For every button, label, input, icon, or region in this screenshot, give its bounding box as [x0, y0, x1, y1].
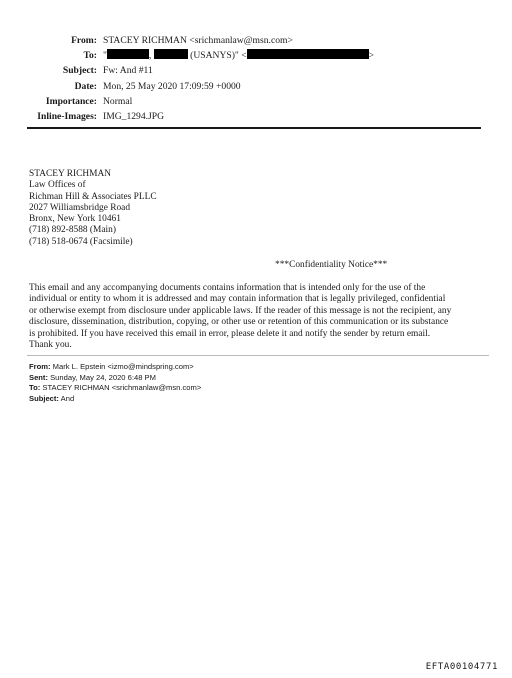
forwarded-sent-row: [29, 373, 201, 384]
disclaimer-line: disclosure, dissemination, distribution, copying, or other use or retention of this communication or its substance: [29, 317, 449, 328]
from-label: From:: [71, 35, 97, 46]
to-comma: ,: [148, 50, 152, 62]
from-value: STACEY RICHMAN <srichmanlaw@msn.com>: [103, 35, 293, 46]
bates-number: EFTA00104771: [425, 662, 498, 672]
disclaimer-line: individual or entity to whom it is addressed and may contain information that is legally privileged, confidential: [29, 294, 446, 305]
signature-line: (718) 892-8588 (Main): [29, 225, 116, 236]
disclaimer-line: is prohibited. If you have received this email in error, please delete it and notify the sender by return email.: [29, 328, 431, 339]
disclaimer-line: This email and any accompanying documents contains information that is intended only for the use of the: [29, 283, 426, 293]
signature-line: (718) 518-0674 (Facsimile): [29, 236, 133, 247]
signature-line: STACEY RICHMAN: [29, 169, 111, 179]
confidentiality-notice-title: ***Confidentiality Notice***: [275, 260, 388, 270]
inline-images-value: IMG_1294.JPG: [103, 110, 165, 122]
to-open-quote: ": [103, 50, 107, 62]
confidentiality-disclaimer: [29, 283, 491, 351]
to-value: [103, 48, 374, 63]
importance-value: Normal: [103, 95, 133, 107]
redaction-box: [107, 49, 152, 62]
date-value: Mon, 25 May 2020 17:09:59 +0000: [103, 80, 241, 92]
to-label: To:: [83, 50, 97, 62]
subject-label: Subject:: [62, 65, 97, 77]
disclaimer-line: or otherwise exempt from disclosure under applicable laws. If the reader of this message is not the recipient, any: [29, 305, 452, 316]
header-importance-row: [0, 94, 512, 109]
header-divider: [27, 127, 481, 129]
to-usanys: (USANYS)" <: [190, 50, 247, 62]
forwarded-divider: [27, 355, 489, 356]
importance-label: Importance:: [45, 95, 97, 107]
forwarded-from-value: Mark L. Epstein <izmo@mindspring.com>: [52, 362, 194, 371]
signature-line: Law Offices of: [29, 180, 86, 191]
forwarded-from-row: [29, 362, 201, 373]
forwarded-from-label: From:: [29, 362, 51, 371]
forwarded-subject-label: Subject:: [29, 393, 59, 403]
to-close: >: [368, 50, 375, 62]
forwarded-to-value: STACEY RICHMAN <srichmanlaw@msn.com>: [42, 383, 202, 393]
inline-images-label: Inline-Images:: [37, 110, 97, 122]
forwarded-subject-row: [29, 394, 201, 405]
forwarded-to-row: [29, 383, 201, 394]
signature-line: 2027 Williamsbridge Road: [29, 202, 131, 213]
redaction-box: [247, 49, 369, 59]
redaction-box: [154, 49, 188, 59]
email-header: [0, 33, 512, 124]
forwarded-header: [29, 362, 201, 404]
signature-line: Bronx, New York 10461: [29, 214, 121, 225]
forwarded-to-label: To:: [29, 383, 41, 393]
date-label: Date:: [74, 80, 97, 92]
header-from-row: [0, 33, 512, 48]
subject-value: Fw: And #11: [103, 65, 153, 77]
header-subject-row: [0, 63, 512, 78]
forwarded-sent-label: Sent:: [29, 372, 48, 382]
header-date-row: [0, 79, 512, 94]
header-inline-images-row: [0, 109, 512, 124]
header-to-row: [0, 48, 512, 63]
signature-block: [29, 169, 157, 248]
forwarded-subject-value: And: [60, 393, 75, 403]
forwarded-sent-value: Sunday, May 24, 2020 6:48 PM: [50, 372, 156, 382]
signature-line: Richman Hill & Associates PLLC: [29, 191, 157, 202]
disclaimer-line: Thank you.: [29, 340, 72, 351]
